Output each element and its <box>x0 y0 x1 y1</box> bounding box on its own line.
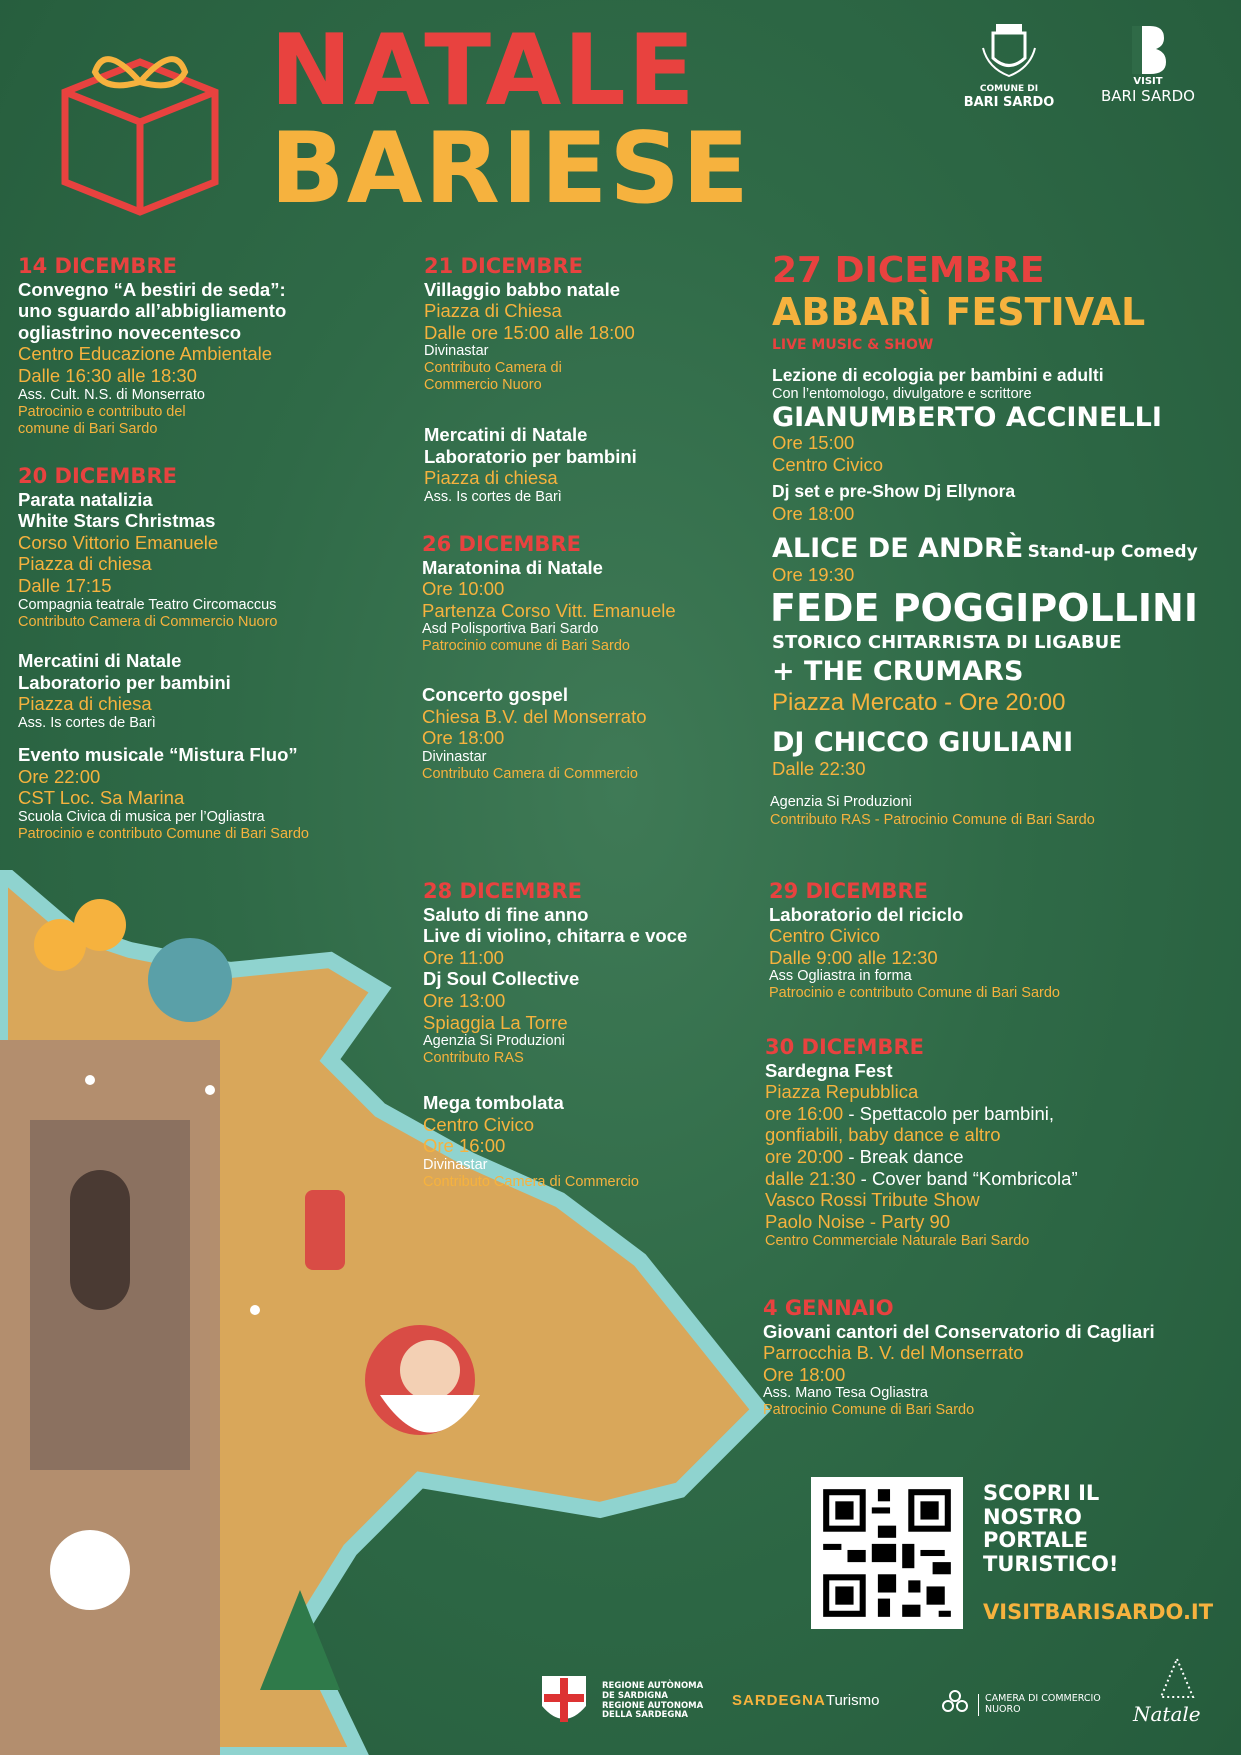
event-organizer: Asd Polisportiva Bari Sardo <box>422 621 599 638</box>
visit-label: BARI SARDO <box>1100 87 1195 105</box>
program-desc: - Cover band “Kombricola” <box>855 1167 1078 1189</box>
portal-url-link[interactable]: VISITBARISARDO.IT <box>983 1600 1214 1624</box>
event-4-gennaio <box>763 1296 1233 1419</box>
event-time: Ore 16:00 <box>423 1135 506 1157</box>
event-support: Patrocinio comune di Bari Sardo <box>422 638 630 655</box>
festival-headliner-note: STORICO CHITARRISTA DI LIGABUE <box>772 632 1122 653</box>
program-line <box>765 1168 1225 1190</box>
event-place: Piazza di chiesa <box>424 467 558 489</box>
event-organizer: Ass. Is cortes de Barì <box>18 714 156 731</box>
event-title: Villaggio babbo natale <box>424 278 620 300</box>
event-place: Parrocchia B. V. del Monserrato <box>763 1342 1024 1364</box>
event-time: Dalle 9:00 alle 12:30 <box>769 946 938 968</box>
event-date: 30 DICEMBRE <box>765 1035 924 1059</box>
event-place: Partenza Corso Vitt. Emanuele <box>422 599 676 621</box>
event-place: CST Loc. Sa Marina <box>18 787 185 809</box>
festival-time: Ore 18:00 <box>772 503 855 524</box>
event-support: Centro Commerciale Naturale Bari Sardo <box>765 1232 1030 1249</box>
event-organizer: Ass. Is cortes de Barì <box>424 488 562 505</box>
cta-line: NOSTRO <box>983 1504 1082 1529</box>
regione-line: DELLA SARDEGNA <box>602 1710 689 1721</box>
natale-tree-icon <box>1157 1655 1197 1703</box>
event-time: Ore 13:00 <box>423 990 506 1012</box>
portal-cta <box>983 1482 1118 1576</box>
event-title: Evento musicale “Mistura Fluo” <box>18 744 298 765</box>
festival-time: Ore 15:00 <box>772 432 855 453</box>
event-title: Live di violino, chitarra e voce <box>423 925 688 947</box>
sardegna-wordmark: SARDEGNA <box>732 1692 826 1709</box>
sardegna-turismo-logo <box>732 1692 879 1709</box>
event-title: Laboratorio del riciclo <box>769 903 964 925</box>
festival-lesson-sub: Con l’entomologo, divulgatore e scrittore <box>772 386 1032 402</box>
festival-headliner: FEDE POGGIPOLLINI <box>770 586 1198 630</box>
event-date: 14 DICEMBRE <box>18 254 177 278</box>
event-title: Parata natalizia <box>18 488 153 510</box>
cta-line: SCOPRI IL <box>983 1481 1100 1505</box>
event-14-dicembre <box>18 254 408 438</box>
event-title: uno sguardo all’abbigliamento <box>18 300 287 322</box>
program-time: ore 16:00 <box>765 1102 844 1124</box>
cta-line: TURISTICO! <box>983 1551 1119 1576</box>
program-line <box>765 1103 1225 1125</box>
comune-label: BARI SARDO <box>963 95 1055 110</box>
turismo-wordmark: Turismo <box>825 1692 880 1709</box>
festival-guest: + THE CRUMARS <box>772 656 1024 687</box>
program-time: dalle 21:30 <box>765 1167 856 1189</box>
event-title: Dj Soul Collective <box>423 968 580 990</box>
event-organizer: Ass. Cult. N.S. di Monserrato <box>18 386 205 403</box>
festival-place-time: Piazza Mercato - Ore 20:00 <box>772 689 1066 716</box>
event-date: 28 DICEMBRE <box>423 879 582 903</box>
event-title: Mercatini di Natale <box>18 650 182 671</box>
event-support: Contributo Camera di Commercio <box>423 1173 639 1190</box>
event-21-mercatini <box>424 424 764 506</box>
event-time: Dalle ore 15:00 alle 18:00 <box>424 321 635 343</box>
event-date: 21 DICEMBRE <box>424 254 583 278</box>
event-time: Ore 10:00 <box>422 578 505 600</box>
program-desc: - Spettacolo per bambini, <box>843 1102 1054 1124</box>
event-title: Mega tombolata <box>423 1092 564 1113</box>
event-30-sardegna-fest <box>765 1035 1225 1250</box>
event-29-riciclo <box>769 879 1229 1002</box>
cta-line: PORTALE <box>983 1528 1089 1553</box>
event-time: Ore 11:00 <box>423 946 504 968</box>
program-time: ore 20:00 <box>765 1146 844 1168</box>
regione-line: REGIONE AUTÒNOMA <box>602 1681 704 1691</box>
gift-box-logo <box>45 22 235 227</box>
qr-code-icon <box>811 1477 963 1629</box>
festival-lesson: Lezione di ecologia per bambini e adulti <box>772 365 1104 385</box>
event-time: Dalle 17:15 <box>18 575 112 597</box>
event-place: Centro Educazione Ambientale <box>18 343 273 365</box>
event-place: Piazza di chiesa <box>18 693 152 715</box>
comune-label-small: COMUNE DI <box>979 84 1039 94</box>
festival-place: Centro Civico <box>772 454 884 475</box>
event-organizer: Divinastar <box>424 343 489 360</box>
event-place: Piazza di Chiesa <box>424 300 562 322</box>
event-date: 26 DICEMBRE <box>422 532 581 556</box>
event-title: Sardegna Fest <box>765 1059 893 1081</box>
event-support: Commercio Nuoro <box>424 377 542 394</box>
event-title: Concerto gospel <box>422 684 568 705</box>
event-organizer: Agenzia Si Produzioni <box>423 1033 565 1050</box>
program-line <box>765 1146 1225 1168</box>
event-support: Contributo Camera di Commercio <box>422 765 638 782</box>
festival-guest: ALICE DE ANDRÈ <box>772 533 1024 564</box>
event-28-tombolata <box>423 1092 763 1191</box>
event-time: Ore 18:00 <box>763 1363 846 1385</box>
event-place: Corso Vittorio Emanuele <box>18 531 219 553</box>
festival-guest: DJ CHICCO GIULIANI <box>772 727 1074 758</box>
regione-line: DE SARDIGNA <box>602 1690 668 1701</box>
comune-crest-icon <box>978 18 1040 80</box>
event-support: Contributo Camera di Commercio Nuoro <box>18 613 278 630</box>
visit-label-small: VISIT <box>1133 76 1163 87</box>
event-support: Patrocinio Comune di Bari Sardo <box>763 1402 975 1419</box>
camera-line: CAMERA DI COMMERCIO <box>985 1693 1101 1704</box>
event-date: 20 DICEMBRE <box>18 464 177 488</box>
event-20-mercatini <box>18 650 408 732</box>
festival-date: 27 DICEMBRE <box>772 250 1045 291</box>
event-support: Patrocinio e contributo del <box>18 403 186 420</box>
event-title: Convegno “A bestiri de seda”: <box>18 278 286 300</box>
title-line-1: NATALE <box>270 14 697 128</box>
event-place: Centro Civico <box>423 1113 535 1135</box>
festival-djset: Dj set e pre-Show Dj Ellynora <box>772 481 1016 501</box>
event-time: Ore 22:00 <box>18 765 101 787</box>
event-20-mistura-fluo <box>18 744 418 843</box>
festival-time: Dalle 22:30 <box>772 758 866 779</box>
event-21-villaggio <box>424 254 764 394</box>
event-support: comune di Bari Sardo <box>18 420 158 437</box>
event-support: Contributo Camera di <box>424 360 562 377</box>
festival-subtitle: LIVE MUSIC & SHOW <box>772 337 934 353</box>
title-line-2: BARIESE <box>270 112 751 226</box>
festival-guest-row <box>772 533 1198 564</box>
event-place: Spiaggia La Torre <box>423 1011 568 1033</box>
event-organizer: Divinastar <box>423 1156 488 1173</box>
regione-label <box>602 1682 703 1721</box>
event-support: Patrocinio e contributo Comune di Bari Sardo <box>769 985 1060 1002</box>
festival-organizer: Agenzia Si Produzioni <box>770 794 912 810</box>
event-date: 29 DICEMBRE <box>769 879 928 903</box>
event-26-maratonina <box>422 532 762 655</box>
camera-commercio-label <box>978 1694 1101 1716</box>
event-time: Ore 18:00 <box>422 727 505 749</box>
event-title: Laboratorio per bambini <box>18 671 231 693</box>
festival-time: Ore 19:30 <box>772 564 855 585</box>
visit-logo-icon <box>1128 24 1168 76</box>
event-organizer: Compagnia teatrale Teatro Circomaccus <box>18 596 277 613</box>
event-title: Saluto di fine anno <box>423 903 589 925</box>
event-place: Piazza di chiesa <box>18 553 152 575</box>
regione-crest-icon <box>536 1670 592 1734</box>
program-desc: gonfiabili, baby dance e altro <box>765 1124 1001 1146</box>
event-place: Chiesa B.V. del Monserrato <box>422 705 647 727</box>
event-place: Centro Civico <box>769 925 881 947</box>
camera-line: NUORO <box>985 1703 1021 1715</box>
event-support: Patrocinio e contributo Comune di Bari Sardo <box>18 825 309 842</box>
event-20-dicembre <box>18 464 408 631</box>
event-organizer: Scuola Civica di musica per l’Ogliastra <box>18 808 265 825</box>
event-date: 4 GENNAIO <box>763 1296 894 1320</box>
event-title: Maratonina di Natale <box>422 556 603 578</box>
event-support: Contributo RAS <box>423 1050 524 1067</box>
event-organizer: Ass Ogliastra in forma <box>769 968 912 985</box>
program-desc: - Break dance <box>843 1146 964 1168</box>
festival-guest: GIANUMBERTO ACCINELLI <box>772 402 1162 433</box>
festival-support: Contributo RAS - Patrocinio Comune di Bari Sardo <box>770 812 1095 828</box>
event-title: Giovani cantori del Conservatorio di Cagliari <box>763 1320 1155 1342</box>
natale-logo-text: Natale <box>1133 1702 1201 1726</box>
event-place: Piazza Repubblica <box>765 1081 919 1103</box>
event-title: White Stars Christmas <box>18 510 216 532</box>
event-title: ogliastrino novecentesco <box>18 321 242 343</box>
regione-line: REGIONE AUTONOMA <box>602 1700 704 1711</box>
program-desc: Vasco Rossi Tribute Show <box>765 1189 980 1211</box>
event-26-gospel <box>422 684 762 783</box>
event-28-saluto <box>423 879 763 1067</box>
program-desc: Paolo Noise - Party 90 <box>765 1211 951 1233</box>
event-title: Laboratorio per bambini <box>424 445 637 467</box>
event-time: Dalle 16:30 alle 18:30 <box>18 365 197 387</box>
event-organizer: Ass. Mano Tesa Ogliastra <box>763 1385 928 1402</box>
festival-title: ABBARÌ FESTIVAL <box>772 290 1146 334</box>
qr-code[interactable] <box>811 1477 963 1629</box>
event-title: Mercatini di Natale <box>424 424 588 445</box>
event-organizer: Divinastar <box>422 748 487 765</box>
camera-commercio-icon <box>940 1688 970 1718</box>
festival-guest-note: Stand-up Comedy <box>1027 542 1198 562</box>
